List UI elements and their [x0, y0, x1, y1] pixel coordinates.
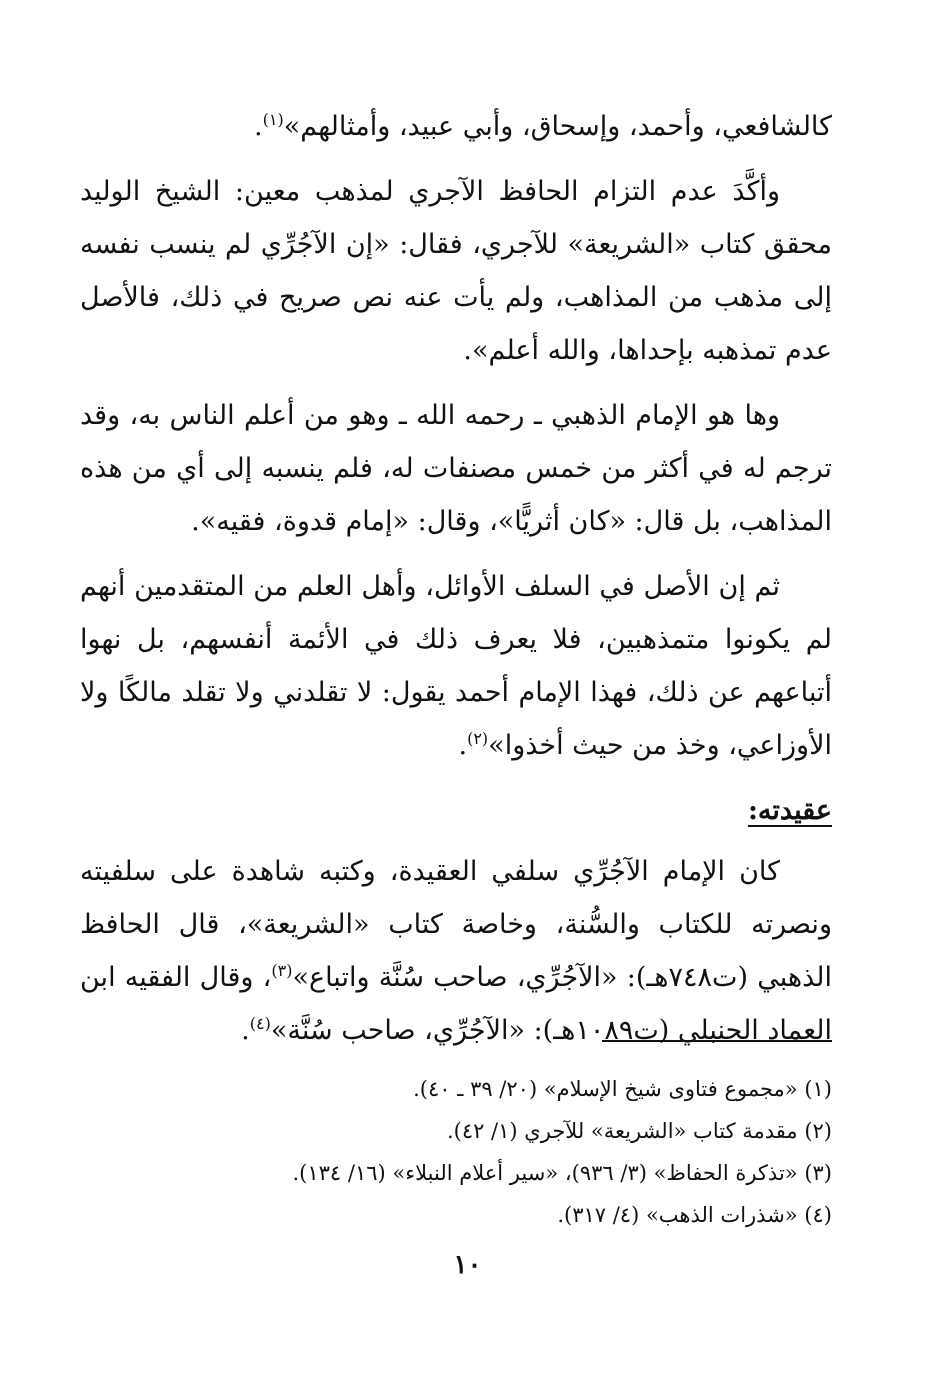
footnote-3: (٣) «تذكرة الحفاظ» (٣/ ٩٣٦)، «سير أعلام النبلاء» (١٦/ ١٣٤). — [292, 1161, 832, 1185]
footnote-divider — [602, 1040, 832, 1042]
footnote-ref-1[interactable]: (١) — [262, 110, 284, 129]
paragraph-3: وها هو الإمام الذهبي ـ رحمه الله ـ وهو من أعلم الناس به، وقد ترجم له في أكثر من خمس مصنفات له، فلم ينسبه إلى أي من هذه المذاهب، بل قال: «كان أثريًّا»، وقال: «إمام قدوة، فقيه». — [80, 400, 832, 537]
paragraph-2: وأكَّدَ عدم التزام الحافظ الآجري لمذهب معين: الشيخ الوليد محقق كتاب «الشريعة» للآجري، فقال: «إن الآجُرِّي لم ينسب نفسه إلى مذهب من المذاهب، ولم يأت عنه نص صريح في ذلك، فالأصل عدم تمذهبه بإحداها، والله أعلم». — [80, 176, 832, 366]
paragraph-1-text: كالشافعي، وأحمد، وإسحاق، وأبي عبيد، وأمثالهم» — [283, 111, 832, 142]
paragraph-1 — [80, 100, 832, 153]
aqeeda-tail: . — [241, 1015, 250, 1046]
aqeeda-text-2: ، وقال الفقيه ابن العماد الحنبلي (ت١٠٨٩هـ): «الآجُرِّي، صاحب سُنَّة» — [80, 962, 832, 1046]
section-heading: عقيدته: — [747, 795, 832, 826]
footnote-2: (٢) مقدمة كتاب «الشريعة» للآجري (١/ ٤٢). — [446, 1119, 832, 1143]
main-text — [80, 100, 832, 1069]
aqeeda-text-1: كان الإمام الآجُرِّي سلفي العقيدة، وكتبه شاهدة على سلفيته ونصرته للكتاب والسُّنة، وخاصة كتاب «الشريعة»، قال الحافظ الذهبي (ت٧٤٨هـ): «الآجُرِّي، صاحب سُنَّة واتباع» — [80, 856, 832, 993]
paragraph-4-text: ثم إن الأصل في السلف الأوائل، وأهل العلم من المتقدمين أنهم لم يكونوا متمذهبين، فلا يعرف ذلك في الأئمة أنفسهم، بل نهوا أتباعهم عن ذلك، فهذا الإمام أحمد يقول: لا تقلدني ولا تقلد مالكًا ولا الأوزاعي، وخذ من حيث أخذوا» — [80, 571, 832, 761]
paragraph-aqeeda — [80, 845, 832, 1057]
footnote-ref-4[interactable]: (٤) — [249, 1014, 271, 1033]
page-number: ١٠ — [453, 1250, 482, 1280]
footnote-ref-2[interactable]: (٢) — [467, 729, 489, 748]
footnote-4: (٤) «شذرات الذهب» (٤/ ٣١٧). — [557, 1203, 832, 1227]
footnote-ref-3[interactable]: (٣) — [271, 961, 293, 980]
paragraph-4 — [80, 560, 832, 772]
paragraph-1-tail: . — [254, 111, 263, 142]
paragraph-4-tail: . — [458, 730, 468, 761]
footnotes — [80, 1068, 832, 1236]
footnote-1: (١) «مجموع فتاوى شيخ الإسلام» (٢٠/ ٣٩ ـ ٤٠). — [413, 1077, 832, 1101]
